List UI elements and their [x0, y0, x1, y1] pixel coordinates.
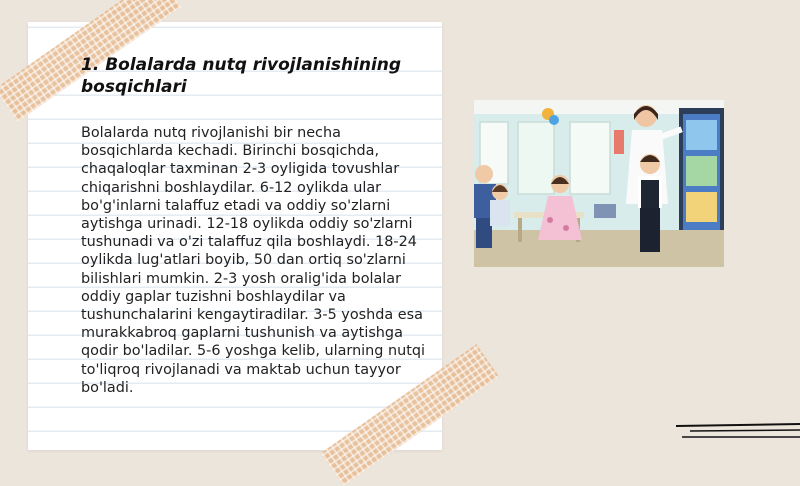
- body-paragraph: Bolalarda nutq rivojlanishi bir necha bosqichlarda kechadi. Birinchi bosqichda, chaqaloqlar taxminan 2-3 oyligida tovushlar chiqarishni boshlaydilar. 6-12 oylikda ular bo'g'inlarni talaffuz etadi va oddiy so'zlarni aytishga urinadi. 12-18 oylikda oddiy so'zlarni tushunadi va o'zi talaffuz qila boshlaydi. 18-24 oylikda lug'atlari boyib, 50 dan ortiq so'zlarni bilishlari mumkin. 2-3 yosh oralig'ida bolalar oddiy gaplar tuzishni boshlaydilar va tushunchalarini kengaytiradilar. 3-5 yoshda esa murakkabroq gaplarni tushunish va aytishga qodir bo'ladilar. 5-6 yoshga kelib, ularning nutqi to'liqroq rivojlanadi va maktab uchun tayyor bo'ladi.: [81, 125, 426, 396]
- classroom-photo: [474, 100, 724, 267]
- decorative-lines: [676, 418, 800, 444]
- page-title: 1. Bolalarda nutq rivojlanishining bosqichlari: [81, 55, 402, 97]
